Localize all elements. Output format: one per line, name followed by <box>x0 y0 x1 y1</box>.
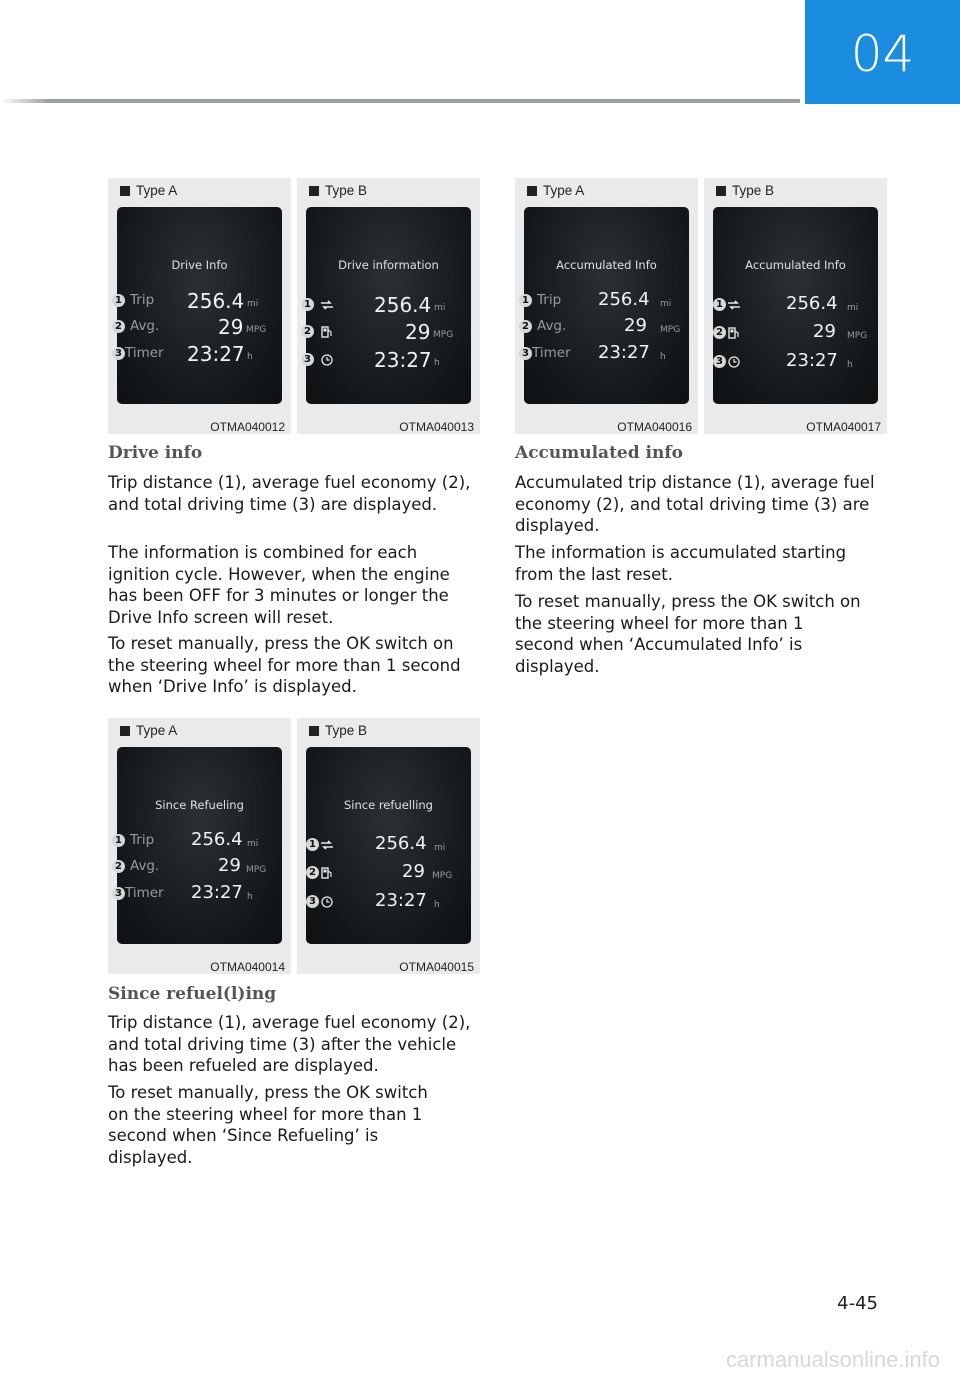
economy-value: 29 <box>813 321 836 342</box>
callout-2: 2 <box>301 325 314 338</box>
callout-1: 1 <box>519 294 532 307</box>
timer-label: Timer <box>125 345 164 361</box>
figure-code: OTMA040014 <box>210 960 285 974</box>
timer-row <box>306 890 471 914</box>
time-unit: h <box>247 352 253 362</box>
avg-row <box>117 855 282 879</box>
screen-title: Accumulated Info <box>556 258 657 272</box>
accumulated-paragraph-2: The information is accumulated starting from the last reset. <box>515 543 847 584</box>
distance-value: 256.4 <box>374 293 432 317</box>
time-value: 23:27 <box>187 342 245 366</box>
trip-icon <box>320 838 334 852</box>
avg-row <box>306 320 471 344</box>
figure-type-a <box>515 178 698 434</box>
time-value: 23:27 <box>191 882 243 903</box>
callout-3: 3 <box>112 347 125 360</box>
callout-1: 1 <box>112 294 125 307</box>
economy-value: 29 <box>218 855 241 876</box>
accumulated-paragraph-3: To reset manually, press the OK switch on the steering wheel for more than 1 second when ‘Accumulated Info’ is displayed. <box>515 592 861 676</box>
trip-row <box>306 833 471 857</box>
economy-unit: MPG <box>660 325 681 335</box>
trip-icon <box>727 298 741 312</box>
economy-value: 29 <box>624 315 647 336</box>
trip-label: Trip <box>537 292 562 308</box>
figure-code: OTMA040017 <box>806 420 881 434</box>
callout-3: 3 <box>112 887 125 900</box>
time-unit: h <box>434 358 440 368</box>
watermark: carmanualsonline.info <box>725 1347 940 1372</box>
economy-unit: MPG <box>432 871 453 881</box>
time-value: 23:27 <box>598 342 650 363</box>
cluster-screen <box>713 207 878 404</box>
time-value: 23:27 <box>374 348 432 372</box>
chapter-tab <box>805 0 960 104</box>
figure-code: OTMA040013 <box>399 420 474 434</box>
refuel-figures <box>108 718 480 974</box>
callout-2: 2 <box>112 320 125 333</box>
cluster-screen <box>117 207 282 404</box>
callout-3: 3 <box>306 895 319 908</box>
trip-icon <box>320 298 334 312</box>
callout-2: 2 <box>713 326 726 339</box>
trip-row <box>117 829 282 853</box>
distance-value: 256.4 <box>191 829 243 850</box>
economy-unit: MPG <box>847 331 868 341</box>
header-rule <box>0 99 800 103</box>
screen-title: Since refuelling <box>344 798 433 812</box>
economy-unit: MPG <box>246 325 267 335</box>
distance-unit: mi <box>434 303 446 313</box>
distance-unit: mi <box>247 839 259 849</box>
timer-row <box>117 882 282 906</box>
drive-info-figures <box>108 178 480 434</box>
square-bullet-icon <box>309 726 319 736</box>
callout-3: 3 <box>301 353 314 366</box>
figure-type-b <box>297 718 480 974</box>
drive-info-paragraph-2: The information is combined for each ignition cycle. However, when the engine has been OFF for 3 minutes or longer the Drive Info screen will reset. <box>108 543 450 627</box>
avg-label: Avg. <box>537 318 567 334</box>
figure-type-a <box>108 178 291 434</box>
callout-2: 2 <box>112 860 125 873</box>
clock-icon <box>320 353 334 367</box>
economy-unit: MPG <box>246 865 267 875</box>
timer-row <box>117 342 282 366</box>
avg-row <box>713 321 878 345</box>
callout-2: 2 <box>519 320 532 333</box>
chapter-number: 04 <box>850 25 915 83</box>
time-unit: h <box>247 892 253 902</box>
figure-type-label: Type B <box>732 183 775 198</box>
square-bullet-icon <box>716 186 726 196</box>
callout-1: 1 <box>713 298 726 311</box>
trip-row <box>713 293 878 317</box>
accumulated-heading: Accumulated info <box>515 443 684 463</box>
figure-type-b <box>704 178 887 434</box>
time-unit: h <box>434 900 440 910</box>
accumulated-paragraph-1: Accumulated trip distance (1), average fuel economy (2), and total driving time (3) are displayed. <box>515 473 875 535</box>
economy-value: 29 <box>402 861 425 882</box>
distance-unit: mi <box>660 299 672 309</box>
callout-3: 3 <box>713 355 726 368</box>
figure-type-label: Type B <box>325 183 368 198</box>
economy-value: 29 <box>218 315 244 339</box>
fuel-pump-icon <box>727 326 741 340</box>
figure-type-a <box>108 718 291 974</box>
fuel-pump-icon <box>320 325 334 339</box>
trip-label: Trip <box>130 832 155 848</box>
distance-value: 256.4 <box>375 833 427 854</box>
distance-value: 256.4 <box>187 289 245 313</box>
refuel-paragraph-1: Trip distance (1), average fuel economy (2), and total driving time (3) after the vehicle has been refueled are displayed. <box>108 1013 471 1075</box>
figure-code: OTMA040012 <box>210 420 285 434</box>
time-unit: h <box>660 352 666 362</box>
avg-row <box>306 861 471 885</box>
distance-value: 256.4 <box>786 293 838 314</box>
drive-info-paragraph-1: Trip distance (1), average fuel economy (2), and total driving time (3) are displayed. <box>108 473 471 514</box>
clock-icon <box>320 895 334 909</box>
callout-1: 1 <box>112 834 125 847</box>
figure-type-label: Type B <box>325 723 368 738</box>
distance-unit: mi <box>247 299 259 309</box>
timer-row <box>524 342 689 366</box>
cluster-screen <box>306 207 471 404</box>
economy-value: 29 <box>405 320 431 344</box>
timer-row <box>306 348 471 372</box>
figure-type-label: Type A <box>136 183 178 198</box>
callout-1: 1 <box>306 838 319 851</box>
square-bullet-icon <box>120 726 130 736</box>
cluster-screen <box>117 747 282 944</box>
economy-unit: MPG <box>433 330 454 340</box>
screen-title: Since Refueling <box>155 798 244 812</box>
distance-unit: mi <box>847 303 859 313</box>
figure-code: OTMA040016 <box>617 420 692 434</box>
drive-info-heading: Drive info <box>108 443 203 463</box>
trip-row <box>117 289 282 313</box>
page-number: 4-45 <box>837 1293 878 1314</box>
cluster-screen <box>524 207 689 404</box>
callout-2: 2 <box>306 866 319 879</box>
figure-type-label: Type A <box>136 723 178 738</box>
cluster-screen <box>306 747 471 944</box>
refuel-paragraph-2: To reset manually, press the OK switch on the steering wheel for more than 1 second when ‘Since Refueling’ is displayed. <box>108 1083 428 1167</box>
square-bullet-icon <box>120 186 130 196</box>
avg-label: Avg. <box>130 858 160 874</box>
time-value: 23:27 <box>375 890 427 911</box>
clock-icon <box>727 355 741 369</box>
figure-type-b <box>297 178 480 434</box>
trip-row <box>524 289 689 313</box>
timer-label: Timer <box>125 885 164 901</box>
fuel-pump-icon <box>320 866 334 880</box>
screen-title: Accumulated Info <box>745 258 846 272</box>
trip-label: Trip <box>130 292 155 308</box>
avg-label: Avg. <box>130 318 160 334</box>
screen-title: Drive Info <box>171 258 228 272</box>
callout-3: 3 <box>519 347 532 360</box>
time-unit: h <box>847 360 853 370</box>
timer-label: Timer <box>532 345 571 361</box>
timer-row <box>713 350 878 374</box>
figure-code: OTMA040015 <box>399 960 474 974</box>
callout-1: 1 <box>301 298 314 311</box>
figure-type-label: Type A <box>543 183 585 198</box>
avg-row <box>117 315 282 339</box>
avg-row <box>524 315 689 339</box>
trip-row <box>306 293 471 317</box>
screen-title: Drive information <box>338 258 439 272</box>
square-bullet-icon <box>527 186 537 196</box>
time-value: 23:27 <box>786 350 838 371</box>
refuel-heading: Since refuel(l)ing <box>108 984 277 1004</box>
square-bullet-icon <box>309 186 319 196</box>
accumulated-figures <box>515 178 887 434</box>
drive-info-paragraph-3: To reset manually, press the OK switch on the steering wheel for more than 1 second when ‘Drive Info’ is displayed. <box>108 634 461 696</box>
distance-unit: mi <box>434 843 446 853</box>
distance-value: 256.4 <box>598 289 650 310</box>
